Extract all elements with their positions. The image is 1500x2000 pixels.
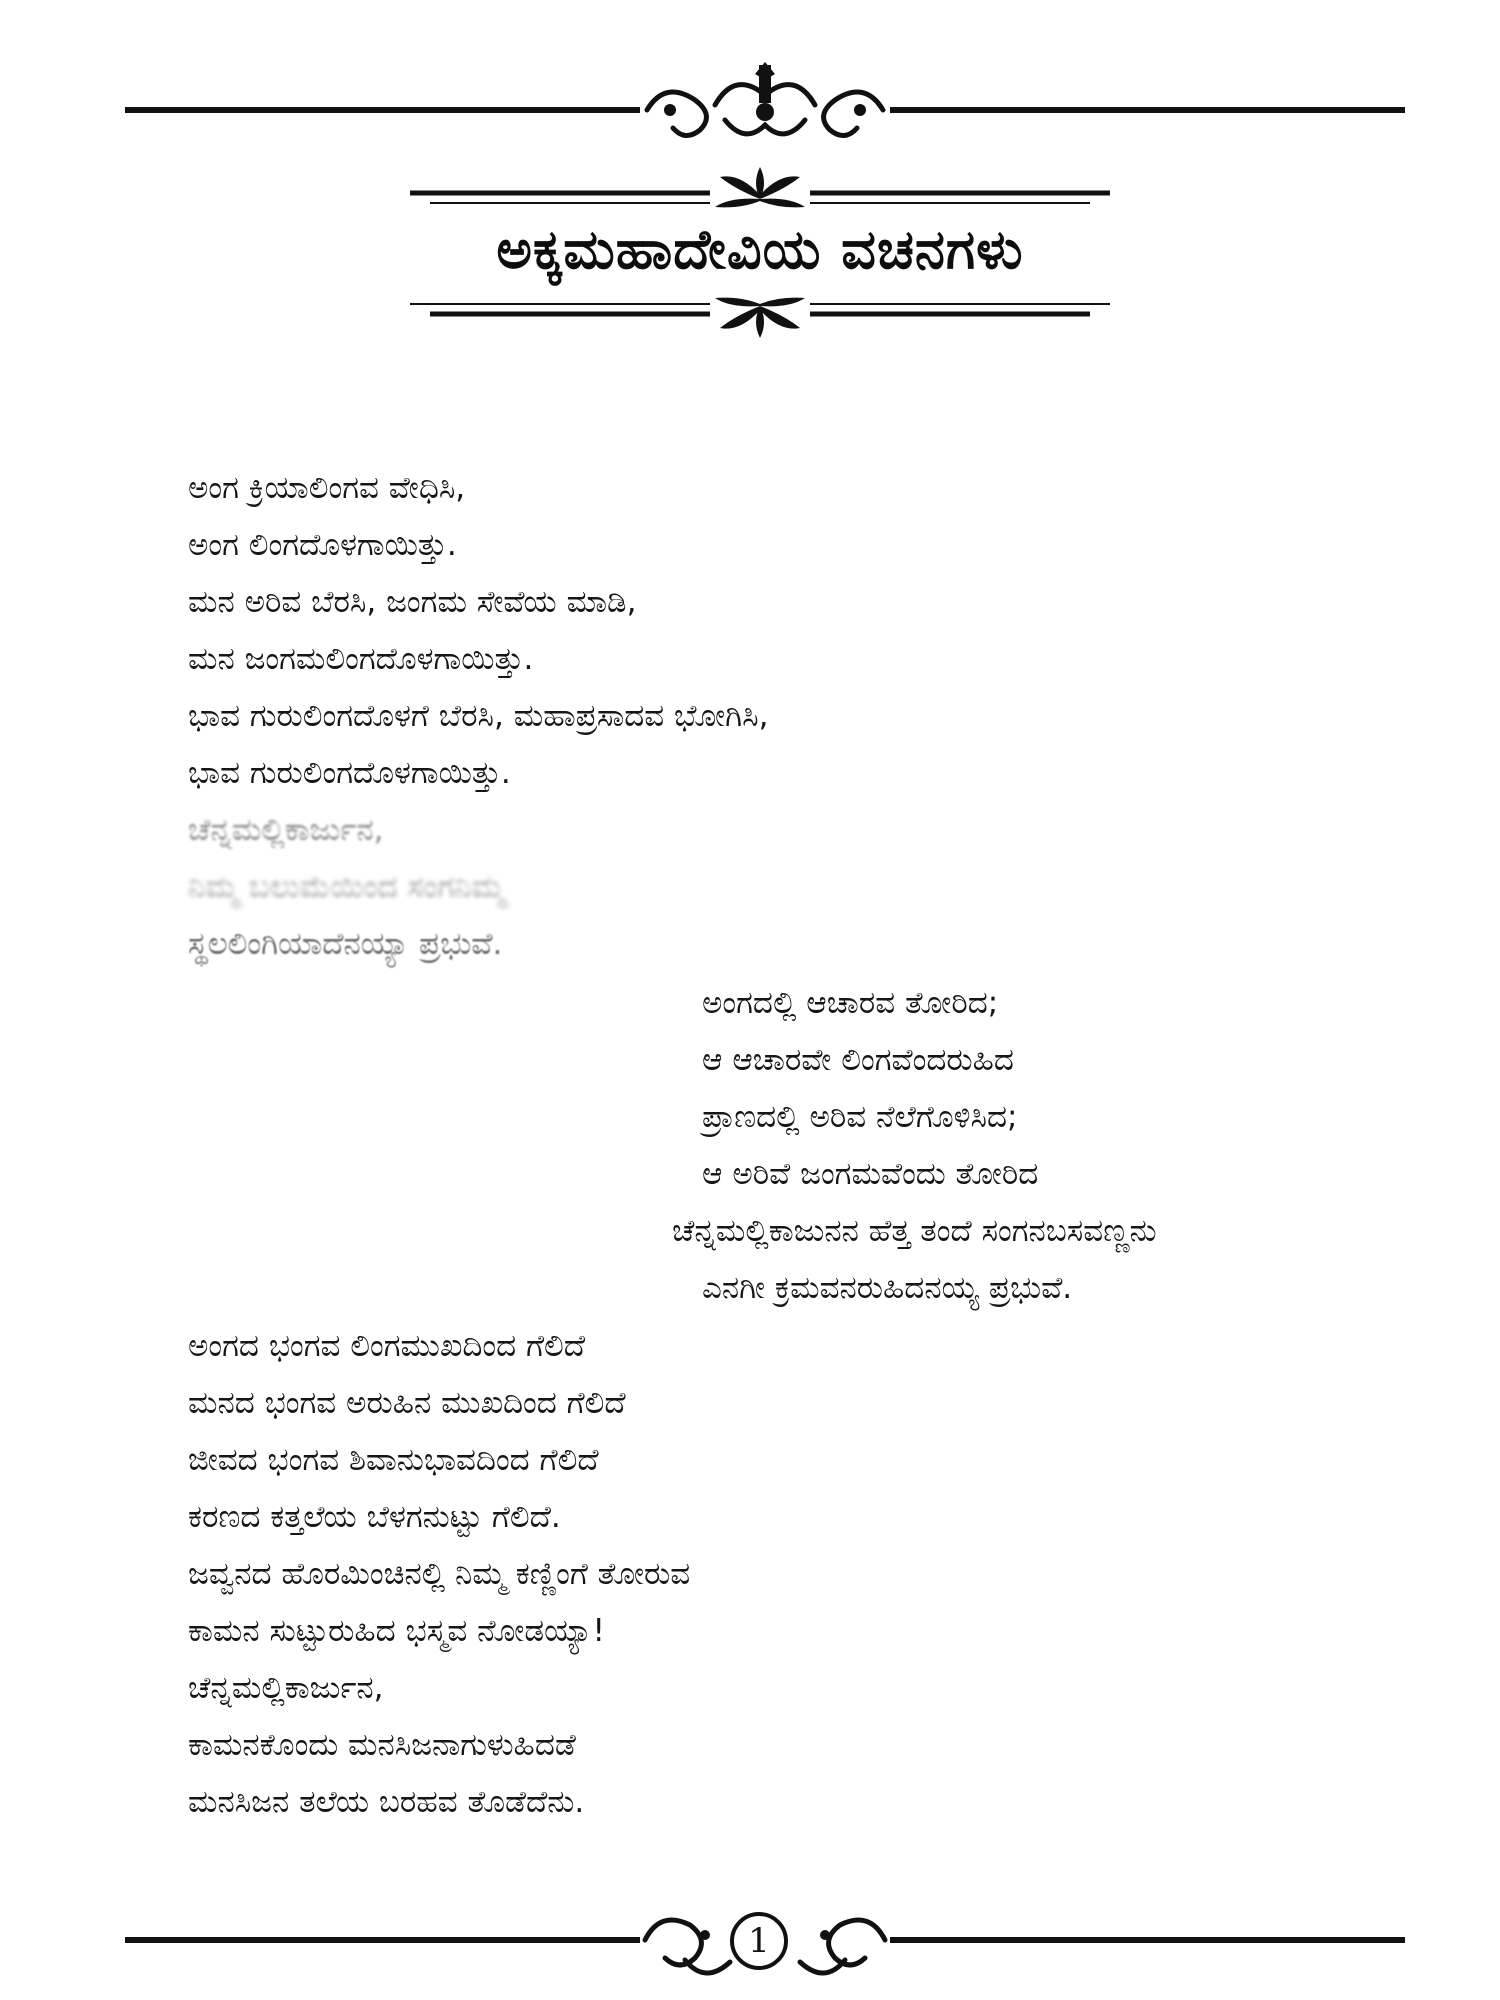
verse-line: ಎನಗೀ ಕ್ರಮವನರುಹಿದನಯ್ಯ ಪ್ರಭುವೆ. (702, 1270, 1073, 1306)
page-number: 1 (748, 1921, 770, 1961)
verse-line: ಕಾಮನ ಸುಟ್ಟುರುಹಿದ ಭಸ್ಮವ ನೋಡಯ್ಯಾ! (188, 1613, 605, 1649)
verse-line: ಅಂಗದ ಭಂಗವ ಲಿಂಗಮುಖದಿಂದ ಗೆಲಿದೆ (188, 1328, 586, 1364)
verse-line: ಕಾಮನಕೊಂದು ಮನಸಿಜನಾಗುಳುಹಿದಡೆ (188, 1727, 576, 1763)
verse-line: ಕರಣದ ಕತ್ತಲೆಯ ಬೆಳಗನುಟ್ಟು ಗೆಲಿದೆ. (188, 1499, 561, 1535)
page-title: ಅಕ್ಕಮಹಾದೇವಿಯ ವಚನಗಳು (496, 218, 1024, 281)
leaf-flourish-icon (410, 290, 1110, 350)
verse-block (672, 975, 1157, 1317)
floral-divider-icon (125, 60, 1405, 165)
verse-line: ಮನ ಅರಿವ ಬೆರಸಿ, ಜಂಗಮ ಸೇವೆಯ ಮಾಡಿ, (188, 584, 637, 620)
verse-line: ಮನಸಿಜನ ತಲೆಯ ಬರಹವ ತೊಡೆದೆನು. (188, 1784, 585, 1820)
verse-line: ಅಂಗ ಕ್ರಿಯಾಲಿಂಗವ ವೇಧಿಸಿ, (188, 470, 466, 506)
verse-line: ಆ ಅರಿವೆ ಜಂಗಮವೆಂದು ತೋರಿದ (702, 1156, 1039, 1192)
verse-line: ಜೀವದ ಭಂಗವ ಶಿವಾನುಭಾವದಿಂದ ಗೆಲಿದೆ (188, 1442, 599, 1478)
verse-block (188, 1318, 690, 1831)
verse-line: ಚೆನ್ನಮಲ್ಲಿಕಾಜುನನ ಹೆತ್ತ ತಂದೆ ಸಂಗನಬಸವಣ್ಣನು (672, 1213, 1157, 1249)
verse-line: ಭಾವ ಗುರುಲಿಂಗದೊಳಗಾಯಿತ್ತು. (188, 755, 511, 791)
verse-line: ನಿಮ್ಮ ಬಲುಮೆಯಿಂದ ಸಂಗನಿಮ್ಮ (188, 869, 506, 905)
verse-line: ಅಂಗದಲ್ಲಿ ಆಚಾರವ ತೋರಿದ; (702, 985, 999, 1021)
verse-line: ಪ್ರಾಣದಲ್ಲಿ ಅರಿವ ನೆಲೆಗೊಳಿಸಿದ; (702, 1099, 1018, 1135)
verse-line: ಚೆನ್ನಮಲ್ಲಿಕಾರ್ಜುನ, (188, 812, 384, 848)
leaf-flourish-icon (410, 155, 1110, 215)
verse-line: ಮನ ಜಂಗಮಲಿಂಗದೊಳಗಾಯಿತ್ತು. (188, 641, 534, 677)
verse-line: ಅಂಗ ಲಿಂಗದೊಳಗಾಯಿತ್ತು. (188, 527, 457, 563)
verse-line: ಚೆನ್ನಮಲ್ಲಿಕಾರ್ಜುನ, (188, 1670, 384, 1706)
verse-line: ಜವ್ವನದ ಹೊರಮಿಂಚಿನಲ್ಲಿ ನಿಮ್ಮ ಕಣ್ಣಿಂಗೆ ತೋರುವ (188, 1556, 691, 1592)
verse-line: ಭಾವ ಗುರುಲಿಂಗದೊಳಗೆ ಬೆರಸಿ, ಮಹಾಪ್ರಸಾದವ ಭೋಗಿಸಿ, (188, 698, 769, 734)
verse-block (188, 460, 768, 973)
verse-line: ಆ ಆಚಾರವೇ ಲಿಂಗವೆಂದರುಹಿದ (702, 1042, 1014, 1078)
verse-line: ಸ್ಥಲಲಿಂಗಿಯಾದೆನಯ್ಯಾ ಪ್ರಭುವೆ. (188, 926, 503, 962)
verse-line: ಮನದ ಭಂಗವ ಅರುಹಿನ ಮುಖದಿಂದ ಗೆಲಿದೆ (188, 1385, 626, 1421)
